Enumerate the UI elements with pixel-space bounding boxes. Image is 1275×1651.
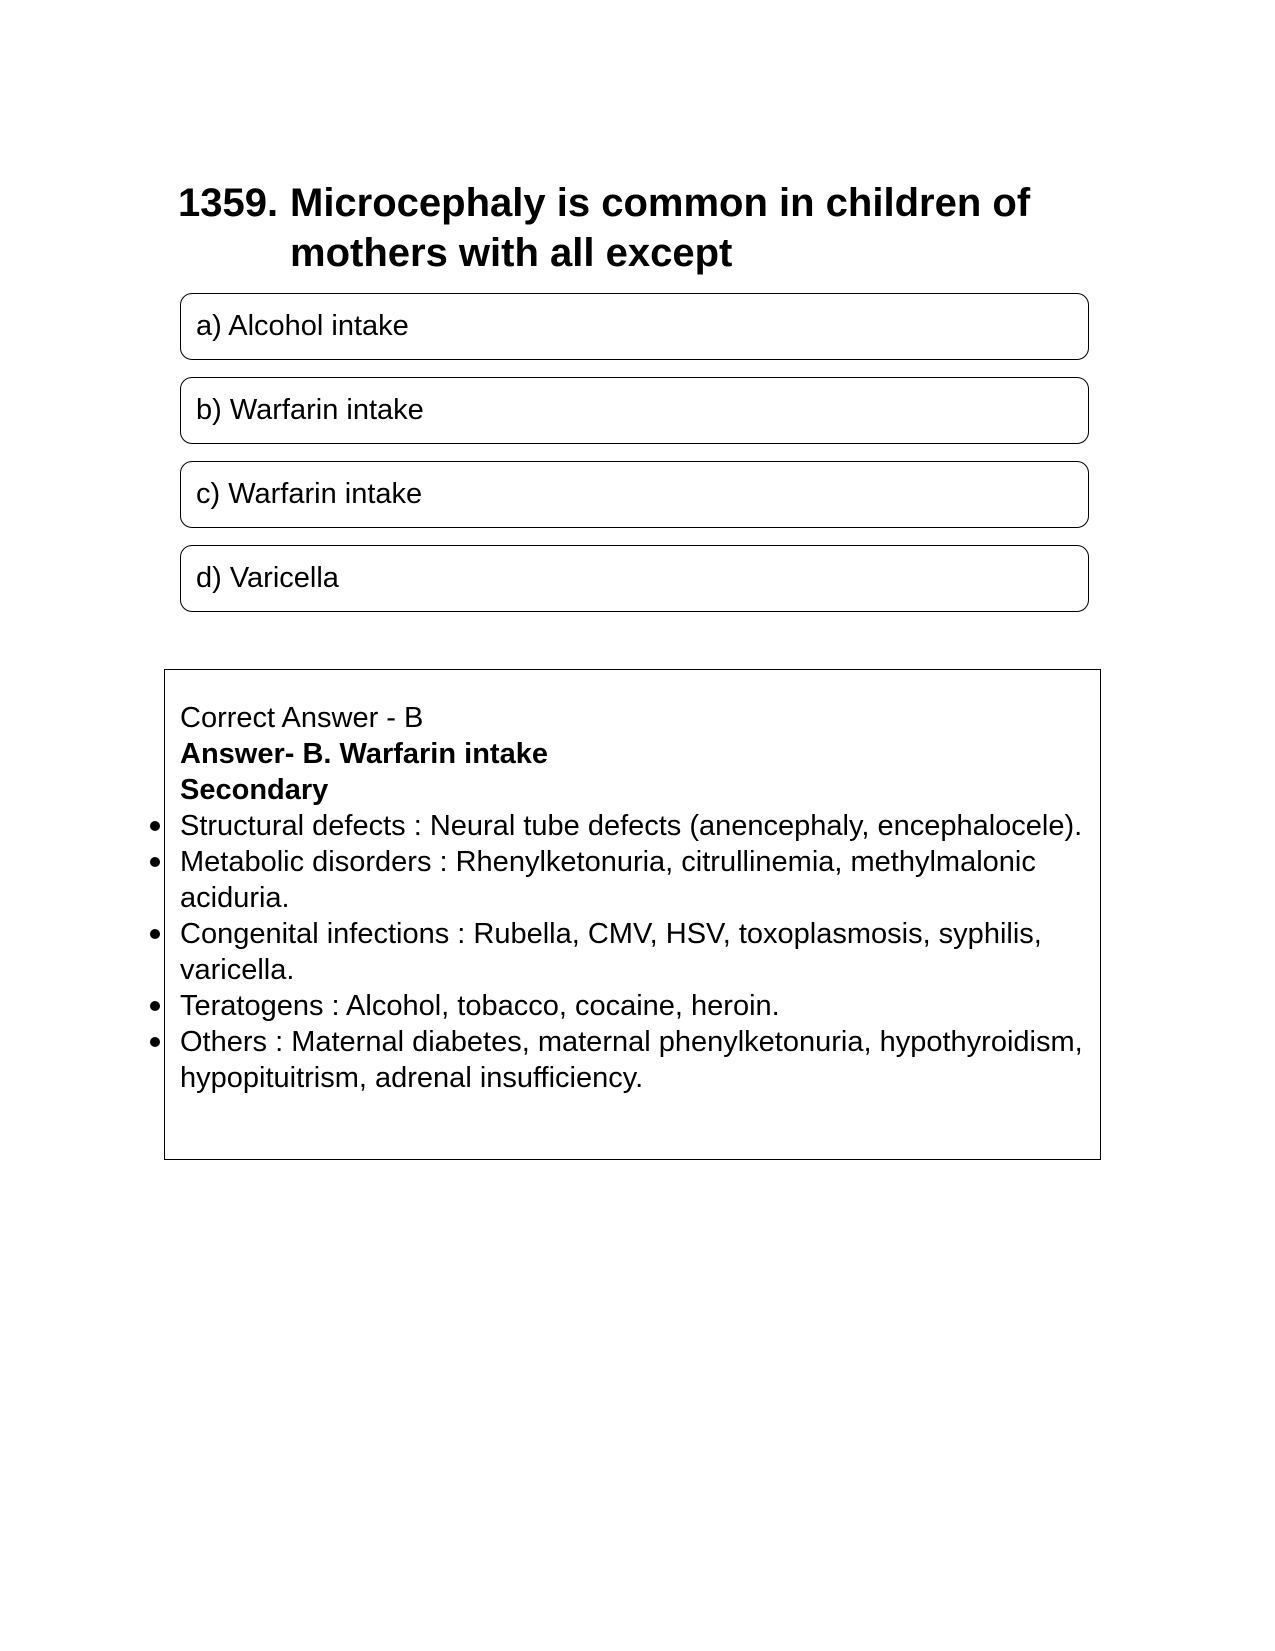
question-heading (178, 178, 1078, 278)
option-d[interactable]: d) Varicella (180, 545, 1089, 612)
option-c[interactable]: c) Warfarin intake (180, 461, 1089, 528)
list-item: Teratogens : Alcohol, tobacco, cocaine, heroin. (180, 988, 1090, 1024)
question-text: Microcephaly is common in children of mothers with all except (290, 181, 1031, 275)
question-number: 1359. (178, 181, 279, 225)
options-list (180, 293, 1089, 629)
list-item: Structural defects : Neural tube defects (anencephaly, encephalocele). (180, 808, 1090, 844)
section-heading: Secondary (180, 774, 329, 806)
answer-explanation (180, 700, 1090, 1096)
answer-line: Answer- B. Warfarin intake (180, 738, 548, 770)
correct-answer-line: Correct Answer - B (180, 702, 424, 734)
option-a[interactable]: a) Alcohol intake (180, 293, 1089, 360)
list-item: Others : Maternal diabetes, maternal phenylketonuria, hypothyroidism, hypopituitrism, adrenal insufficiency. (180, 1024, 1090, 1096)
option-b[interactable]: b) Warfarin intake (180, 377, 1089, 444)
list-item: Congenital infections : Rubella, CMV, HSV, toxoplasmosis, syphilis, varicella. (180, 916, 1090, 988)
explanation-list (180, 808, 1090, 1096)
list-item: Metabolic disorders : Rhenylketonuria, citrullinemia, methylmalonic aciduria. (180, 844, 1090, 916)
